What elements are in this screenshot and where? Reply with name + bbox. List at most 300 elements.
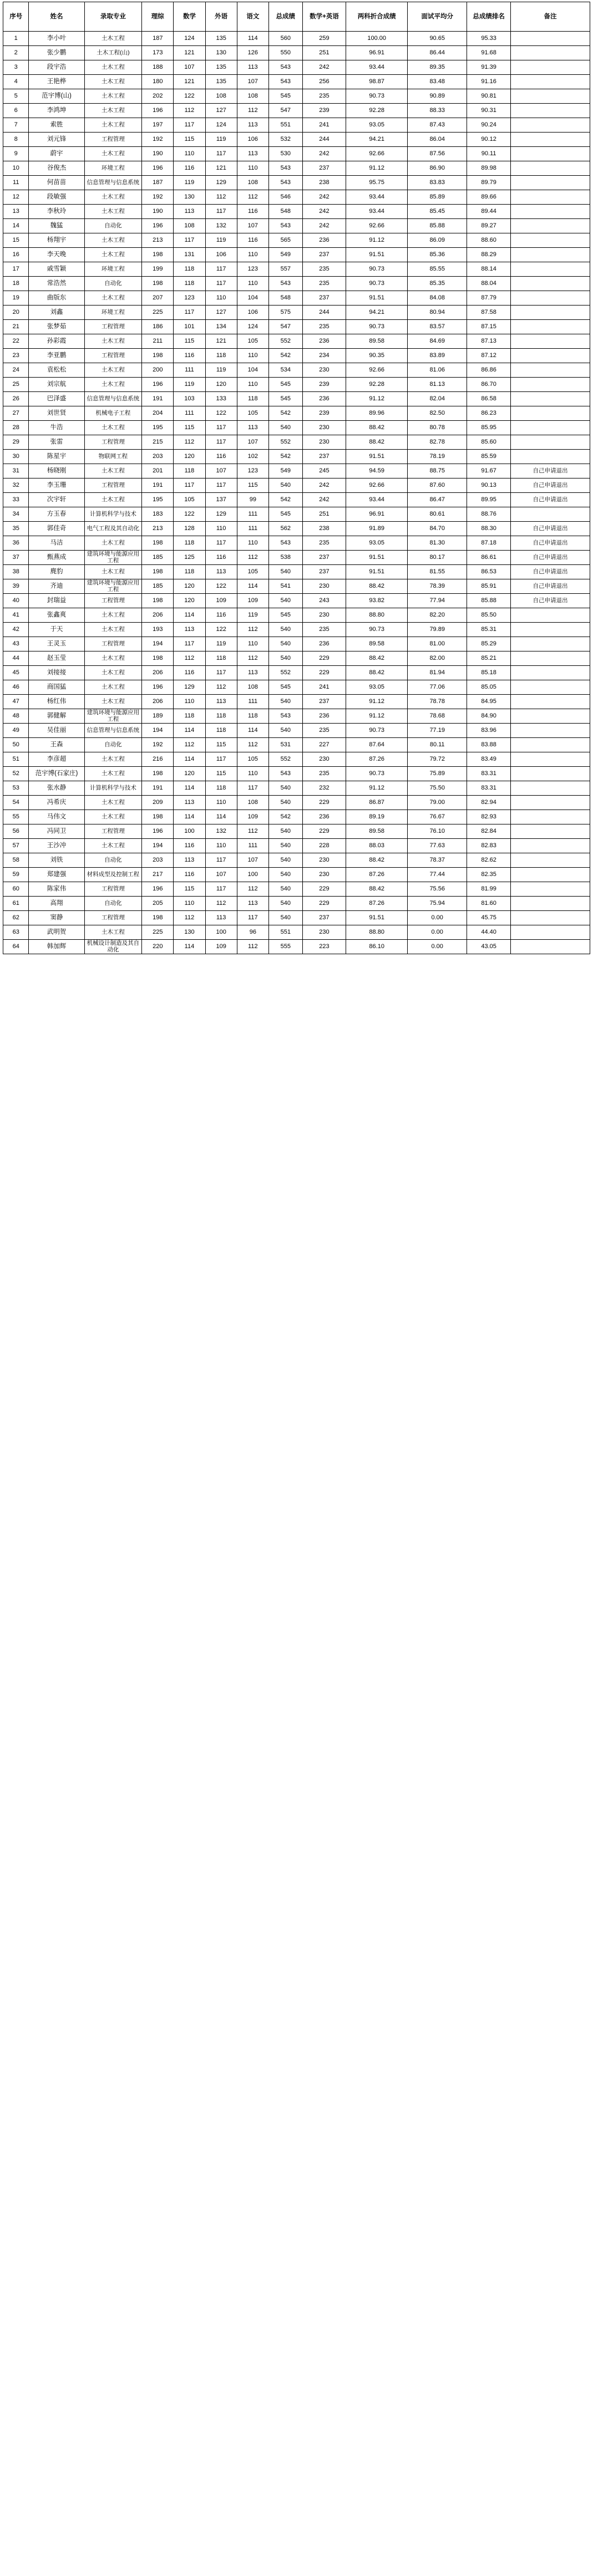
row-chinese: 110: [237, 349, 268, 363]
row-folded-score: 100.00: [346, 32, 408, 46]
row-interview-average: 84.69: [408, 334, 467, 349]
row-name: 郭健解: [29, 709, 84, 724]
row-chinese: 107: [237, 853, 268, 868]
row-total: 540: [268, 911, 302, 925]
row-note: [510, 248, 590, 262]
row-lizong: 185: [142, 579, 174, 594]
row-major: 自动化: [84, 853, 142, 868]
table-row: [3, 277, 590, 291]
row-major: 土木工程: [84, 118, 142, 133]
row-folded-score: 87.26: [346, 868, 408, 882]
row-total-rank: 91.16: [467, 75, 511, 89]
row-total-rank: 86.23: [467, 406, 511, 421]
row-math-english: 230: [302, 579, 346, 594]
row-english: 112: [205, 897, 237, 911]
row-math-english: 239: [302, 378, 346, 392]
row-no: 33: [3, 493, 29, 507]
row-total-rank: 83.88: [467, 738, 511, 752]
row-folded-score: 91.51: [346, 291, 408, 306]
table-row: [3, 89, 590, 104]
row-total: 548: [268, 291, 302, 306]
row-english: 116: [205, 608, 237, 623]
row-math: 117: [174, 306, 205, 320]
row-math: 116: [174, 161, 205, 176]
row-total: 540: [268, 565, 302, 579]
row-english: 112: [205, 680, 237, 695]
column-header-folded-score: 两科折合成绩: [346, 2, 408, 32]
row-name: 高翔: [29, 897, 84, 911]
row-lizong: 213: [142, 233, 174, 248]
row-note: [510, 911, 590, 925]
row-name: 王森: [29, 738, 84, 752]
row-math-english: 235: [302, 320, 346, 334]
row-math-english: 235: [302, 536, 346, 551]
row-name: 窦静: [29, 911, 84, 925]
row-lizong: 186: [142, 320, 174, 334]
row-interview-average: 86.90: [408, 161, 467, 176]
table-row: [3, 839, 590, 853]
row-total: 552: [268, 666, 302, 680]
row-total: 549: [268, 248, 302, 262]
row-english: 117: [205, 277, 237, 291]
row-math-english: 236: [302, 810, 346, 824]
row-english: 117: [205, 853, 237, 868]
row-math: 120: [174, 450, 205, 464]
row-folded-score: 88.03: [346, 839, 408, 853]
row-total-rank: 87.18: [467, 536, 511, 551]
row-chinese: 114: [237, 32, 268, 46]
row-math: 112: [174, 435, 205, 450]
row-chinese: 124: [237, 320, 268, 334]
row-folded-score: 88.42: [346, 666, 408, 680]
row-math: 120: [174, 579, 205, 594]
row-total: 549: [268, 464, 302, 478]
row-folded-score: 88.42: [346, 435, 408, 450]
row-english: 113: [205, 911, 237, 925]
row-folded-score: 88.42: [346, 579, 408, 594]
row-interview-average: 83.89: [408, 349, 467, 363]
row-no: 21: [3, 320, 29, 334]
row-math: 128: [174, 522, 205, 536]
row-interview-average: 82.50: [408, 406, 467, 421]
admission-results-table: [3, 2, 590, 954]
row-lizong: 188: [142, 60, 174, 75]
row-chinese: 105: [237, 565, 268, 579]
row-math-english: 242: [302, 190, 346, 205]
row-note: [510, 176, 590, 190]
row-math: 117: [174, 233, 205, 248]
row-total-rank: 81.60: [467, 897, 511, 911]
row-folded-score: 88.42: [346, 882, 408, 897]
row-no: 42: [3, 623, 29, 637]
row-lizong: 211: [142, 334, 174, 349]
row-total: 540: [268, 839, 302, 853]
table-row: [3, 637, 590, 651]
row-interview-average: 75.94: [408, 897, 467, 911]
row-name: 李彦超: [29, 752, 84, 767]
row-name: 张雷: [29, 435, 84, 450]
row-chinese: 112: [237, 623, 268, 637]
row-name: 袁松松: [29, 363, 84, 378]
row-math-english: 239: [302, 406, 346, 421]
row-lizong: 196: [142, 824, 174, 839]
row-math-english: 237: [302, 551, 346, 565]
row-math-english: 230: [302, 421, 346, 435]
row-note: [510, 406, 590, 421]
row-total: 540: [268, 853, 302, 868]
row-math-english: 251: [302, 46, 346, 60]
row-total: 551: [268, 118, 302, 133]
row-note: 自己申请退出: [510, 536, 590, 551]
row-lizong: 196: [142, 882, 174, 897]
row-name: 韩加辉: [29, 940, 84, 954]
row-folded-score: 94.59: [346, 464, 408, 478]
row-interview-average: 78.39: [408, 579, 467, 594]
row-math: 125: [174, 551, 205, 565]
row-lizong: 187: [142, 176, 174, 190]
row-interview-average: 85.88: [408, 219, 467, 233]
table-row: [3, 882, 590, 897]
row-interview-average: 82.20: [408, 608, 467, 623]
row-math-english: 259: [302, 32, 346, 46]
row-folded-score: 91.51: [346, 565, 408, 579]
row-no: 53: [3, 781, 29, 796]
row-name: 刘接接: [29, 666, 84, 680]
row-chinese: 111: [237, 522, 268, 536]
row-note: [510, 435, 590, 450]
row-english: 124: [205, 118, 237, 133]
row-no: 34: [3, 507, 29, 522]
table-row: [3, 565, 590, 579]
row-note: [510, 925, 590, 940]
row-total: 540: [268, 781, 302, 796]
row-total-rank: 89.79: [467, 176, 511, 190]
row-chinese: 110: [237, 161, 268, 176]
row-chinese: 113: [237, 421, 268, 435]
row-english: 127: [205, 104, 237, 118]
row-chinese: 113: [237, 897, 268, 911]
row-interview-average: 82.04: [408, 392, 467, 406]
row-no: 58: [3, 853, 29, 868]
row-note: 自己申请退出: [510, 478, 590, 493]
row-lizong: 194: [142, 637, 174, 651]
row-note: [510, 320, 590, 334]
row-name: 索胜: [29, 118, 84, 133]
row-major: 土木工程: [84, 104, 142, 118]
row-note: [510, 882, 590, 897]
row-interview-average: 90.89: [408, 89, 467, 104]
row-no: 59: [3, 868, 29, 882]
row-folded-score: 88.42: [346, 651, 408, 666]
table-row: [3, 925, 590, 940]
row-math: 115: [174, 882, 205, 897]
row-math-english: 227: [302, 738, 346, 752]
row-no: 57: [3, 839, 29, 853]
row-total-rank: 90.81: [467, 89, 511, 104]
row-note: [510, 147, 590, 161]
row-lizong: 196: [142, 161, 174, 176]
table-row: [3, 133, 590, 147]
row-major: 土木工程: [84, 378, 142, 392]
row-no: 23: [3, 349, 29, 363]
row-interview-average: 79.00: [408, 796, 467, 810]
row-math: 121: [174, 46, 205, 60]
row-note: [510, 853, 590, 868]
row-interview-average: 0.00: [408, 911, 467, 925]
row-note: [510, 940, 590, 954]
row-total: 538: [268, 551, 302, 565]
row-chinese: 110: [237, 378, 268, 392]
row-total: 540: [268, 695, 302, 709]
row-math: 111: [174, 406, 205, 421]
row-lizong: 206: [142, 608, 174, 623]
row-math-english: 228: [302, 839, 346, 853]
row-no: 40: [3, 594, 29, 608]
row-total-rank: 87.58: [467, 306, 511, 320]
row-math: 130: [174, 925, 205, 940]
table-row: [3, 940, 590, 954]
row-no: 7: [3, 118, 29, 133]
row-lizong: 193: [142, 623, 174, 637]
table-row: [3, 738, 590, 752]
row-math: 118: [174, 565, 205, 579]
row-total: 540: [268, 897, 302, 911]
row-english: 108: [205, 89, 237, 104]
row-folded-score: 89.58: [346, 334, 408, 349]
row-note: [510, 118, 590, 133]
row-math-english: 237: [302, 565, 346, 579]
row-total: 543: [268, 536, 302, 551]
row-total-rank: 89.66: [467, 190, 511, 205]
row-total-rank: 85.59: [467, 450, 511, 464]
row-lizong: 198: [142, 565, 174, 579]
row-major: 土木工程: [84, 248, 142, 262]
row-math-english: 230: [302, 435, 346, 450]
row-name: 武明贺: [29, 925, 84, 940]
row-math-english: 241: [302, 118, 346, 133]
row-english: 117: [205, 147, 237, 161]
row-folded-score: 87.26: [346, 752, 408, 767]
row-total: 542: [268, 810, 302, 824]
row-interview-average: 77.44: [408, 868, 467, 882]
row-chinese: 123: [237, 464, 268, 478]
row-major: 建筑环境与能源应用工程: [84, 579, 142, 594]
row-chinese: 119: [237, 608, 268, 623]
row-total-rank: 85.50: [467, 608, 511, 623]
row-note: [510, 75, 590, 89]
row-note: [510, 421, 590, 435]
row-major: 物联网工程: [84, 450, 142, 464]
row-total-rank: 83.49: [467, 752, 511, 767]
table-row: [3, 623, 590, 637]
row-note: [510, 680, 590, 695]
table-row: [3, 897, 590, 911]
row-folded-score: 90.73: [346, 623, 408, 637]
row-english: 119: [205, 233, 237, 248]
row-total-rank: 89.95: [467, 493, 511, 507]
row-lizong: 191: [142, 478, 174, 493]
row-lizong: 220: [142, 940, 174, 954]
row-major: 土木工程: [84, 334, 142, 349]
row-english: 117: [205, 536, 237, 551]
row-total-rank: 91.67: [467, 464, 511, 478]
row-no: 16: [3, 248, 29, 262]
row-math: 120: [174, 767, 205, 781]
row-math-english: 242: [302, 205, 346, 219]
row-folded-score: 91.12: [346, 233, 408, 248]
row-major: 自动化: [84, 738, 142, 752]
row-total: 543: [268, 767, 302, 781]
row-major: 环境工程: [84, 161, 142, 176]
row-interview-average: 0.00: [408, 940, 467, 954]
row-chinese: 107: [237, 75, 268, 89]
row-folded-score: 89.19: [346, 810, 408, 824]
row-interview-average: 88.33: [408, 104, 467, 118]
row-no: 14: [3, 219, 29, 233]
row-no: 20: [3, 306, 29, 320]
row-total-rank: 88.76: [467, 507, 511, 522]
column-header-total: 总成绩: [268, 2, 302, 32]
row-folded-score: 89.58: [346, 824, 408, 839]
row-interview-average: 85.89: [408, 190, 467, 205]
row-major: 材料成型及控制工程: [84, 868, 142, 882]
row-folded-score: 93.05: [346, 680, 408, 695]
row-chinese: 96: [237, 925, 268, 940]
row-folded-score: 89.58: [346, 637, 408, 651]
row-lizong: 206: [142, 666, 174, 680]
row-major: 工程管理: [84, 911, 142, 925]
row-no: 9: [3, 147, 29, 161]
row-english: 117: [205, 435, 237, 450]
row-total: 540: [268, 594, 302, 608]
row-chinese: 107: [237, 435, 268, 450]
row-name: 魏猛: [29, 219, 84, 233]
row-total: 545: [268, 608, 302, 623]
row-math: 123: [174, 291, 205, 306]
row-major: 土木工程: [84, 839, 142, 853]
row-lizong: 203: [142, 450, 174, 464]
row-major: 土木工程: [84, 810, 142, 824]
row-lizong: 198: [142, 651, 174, 666]
row-lizong: 198: [142, 594, 174, 608]
row-total-rank: 87.79: [467, 291, 511, 306]
row-total: 540: [268, 623, 302, 637]
row-english: 109: [205, 940, 237, 954]
row-total: 542: [268, 349, 302, 363]
row-interview-average: 75.56: [408, 882, 467, 897]
row-note: [510, 89, 590, 104]
row-interview-average: 85.35: [408, 277, 467, 291]
row-note: [510, 724, 590, 738]
row-total: 543: [268, 219, 302, 233]
table-header-row: [3, 2, 590, 32]
row-no: 15: [3, 233, 29, 248]
row-chinese: 126: [237, 46, 268, 60]
row-math-english: 229: [302, 651, 346, 666]
row-chinese: 113: [237, 147, 268, 161]
row-math: 118: [174, 262, 205, 277]
row-total-rank: 85.18: [467, 666, 511, 680]
row-interview-average: 79.72: [408, 752, 467, 767]
column-header-english: 外语: [205, 2, 237, 32]
row-name: 李玉珊: [29, 478, 84, 493]
row-math: 105: [174, 493, 205, 507]
row-total: 545: [268, 392, 302, 406]
row-math: 114: [174, 940, 205, 954]
row-major: 土木工程: [84, 233, 142, 248]
row-name: 商国猛: [29, 680, 84, 695]
row-name: 张鑫爽: [29, 608, 84, 623]
row-english: 107: [205, 868, 237, 882]
row-major: 土木工程: [84, 32, 142, 46]
row-chinese: 116: [237, 233, 268, 248]
row-folded-score: 91.51: [346, 911, 408, 925]
row-chinese: 100: [237, 868, 268, 882]
row-interview-average: 77.06: [408, 680, 467, 695]
row-folded-score: 93.82: [346, 594, 408, 608]
row-lizong: 183: [142, 507, 174, 522]
row-math: 117: [174, 637, 205, 651]
row-note: [510, 868, 590, 882]
row-english: 115: [205, 767, 237, 781]
row-folded-score: 88.80: [346, 608, 408, 623]
row-total-rank: 95.33: [467, 32, 511, 46]
row-chinese: 109: [237, 810, 268, 824]
row-chinese: 105: [237, 752, 268, 767]
row-note: [510, 277, 590, 291]
row-english: 135: [205, 75, 237, 89]
row-name: 杨红伟: [29, 695, 84, 709]
row-major: 环境工程: [84, 262, 142, 277]
row-folded-score: 86.87: [346, 796, 408, 810]
row-interview-average: 81.06: [408, 363, 467, 378]
row-math-english: 229: [302, 796, 346, 810]
row-math: 130: [174, 190, 205, 205]
row-interview-average: 81.94: [408, 666, 467, 680]
row-major: 土木工程: [84, 205, 142, 219]
row-total-rank: 86.70: [467, 378, 511, 392]
row-total-rank: 82.35: [467, 868, 511, 882]
row-lizong: 195: [142, 493, 174, 507]
row-chinese: 105: [237, 406, 268, 421]
row-lizong: 217: [142, 868, 174, 882]
row-no: 63: [3, 925, 29, 940]
row-name: 刘宗航: [29, 378, 84, 392]
row-math: 112: [174, 651, 205, 666]
row-folded-score: 93.44: [346, 493, 408, 507]
row-math-english: 236: [302, 334, 346, 349]
row-total: 552: [268, 435, 302, 450]
table-row: [3, 911, 590, 925]
row-name: 陈家伟: [29, 882, 84, 897]
row-math-english: 241: [302, 680, 346, 695]
row-english: 119: [205, 133, 237, 147]
row-lizong: 197: [142, 118, 174, 133]
row-english: 118: [205, 349, 237, 363]
row-total: 540: [268, 421, 302, 435]
row-chinese: 105: [237, 334, 268, 349]
row-name: 段敏强: [29, 190, 84, 205]
row-folded-score: 93.44: [346, 190, 408, 205]
row-math: 114: [174, 724, 205, 738]
row-folded-score: 91.51: [346, 551, 408, 565]
row-major: 土木工程: [84, 752, 142, 767]
row-math: 111: [174, 363, 205, 378]
row-note: 自己申请退出: [510, 551, 590, 565]
row-folded-score: 86.10: [346, 940, 408, 954]
row-name: 段宇浩: [29, 60, 84, 75]
row-name: 吴佳丽: [29, 724, 84, 738]
